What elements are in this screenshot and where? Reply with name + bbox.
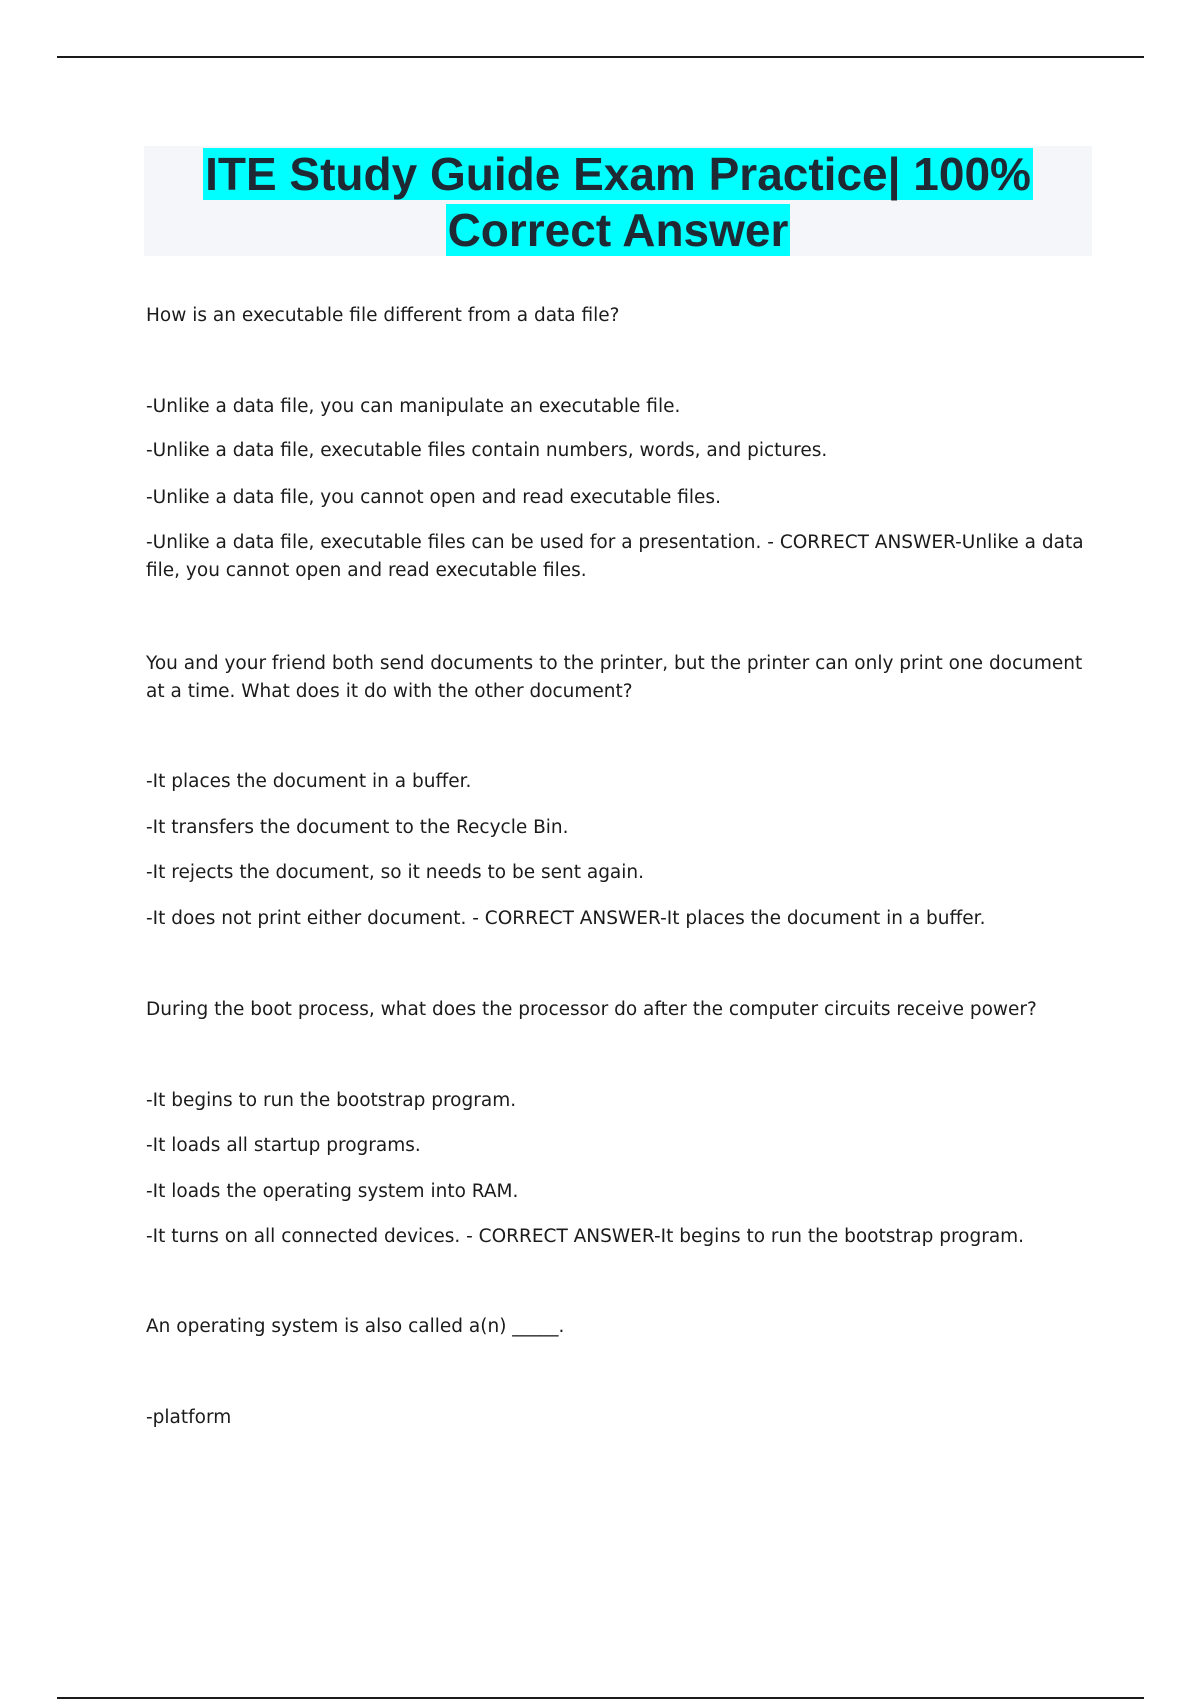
title-line-2 bbox=[144, 202, 1092, 258]
title-line-1 bbox=[144, 146, 1092, 202]
question-1-option-4: -Unlike a data file, executable files can be used for a presentation. - CORRECT ANSWER-Unlike a data file, you cannot open and read executable files. bbox=[146, 532, 1084, 581]
top-rule bbox=[57, 56, 1144, 58]
question-3-option-2: -It loads all startup programs. bbox=[146, 1135, 421, 1156]
title-block bbox=[144, 146, 1092, 256]
question-2-option-1: -It places the document in a buffer. bbox=[146, 771, 472, 792]
title-text-1: ITE Study Guide Exam Practice| 100% bbox=[205, 148, 1031, 200]
question-3: During the boot process, what does the processor do after the computer circuits receive power? bbox=[146, 999, 1037, 1020]
question-2-option-3: -It rejects the document, so it needs to be sent again. bbox=[146, 862, 645, 883]
question-1-option-2: -Unlike a data file, executable files contain numbers, words, and pictures. bbox=[146, 440, 828, 461]
question-3-option-4: -It turns on all connected devices. - CORRECT ANSWER-It begins to run the bootstrap program. bbox=[146, 1226, 1025, 1247]
question-1-option-3: -Unlike a data file, you cannot open and read executable files. bbox=[146, 487, 721, 508]
question-1-option-1: -Unlike a data file, you can manipulate an executable file. bbox=[146, 396, 681, 417]
title-text-2: Correct Answer bbox=[447, 204, 789, 256]
question-2: You and your friend both send documents to the printer, but the printer can only print one document at a time. What does it do with the other document? bbox=[146, 653, 1083, 702]
bottom-rule bbox=[57, 1697, 1144, 1699]
question-3-option-1: -It begins to run the bootstrap program. bbox=[146, 1090, 517, 1111]
question-3-option-3: -It loads the operating system into RAM. bbox=[146, 1181, 519, 1202]
question-4-option-1: -platform bbox=[146, 1407, 232, 1428]
question-4: An operating system is also called a(n) _____. bbox=[146, 1316, 565, 1337]
question-2-option-4: -It does not print either document. - CORRECT ANSWER-It places the document in a buffer. bbox=[146, 908, 986, 929]
question-2-option-2: -It transfers the document to the Recycle Bin. bbox=[146, 817, 569, 838]
question-1: How is an executable file different from a data file? bbox=[146, 305, 620, 326]
